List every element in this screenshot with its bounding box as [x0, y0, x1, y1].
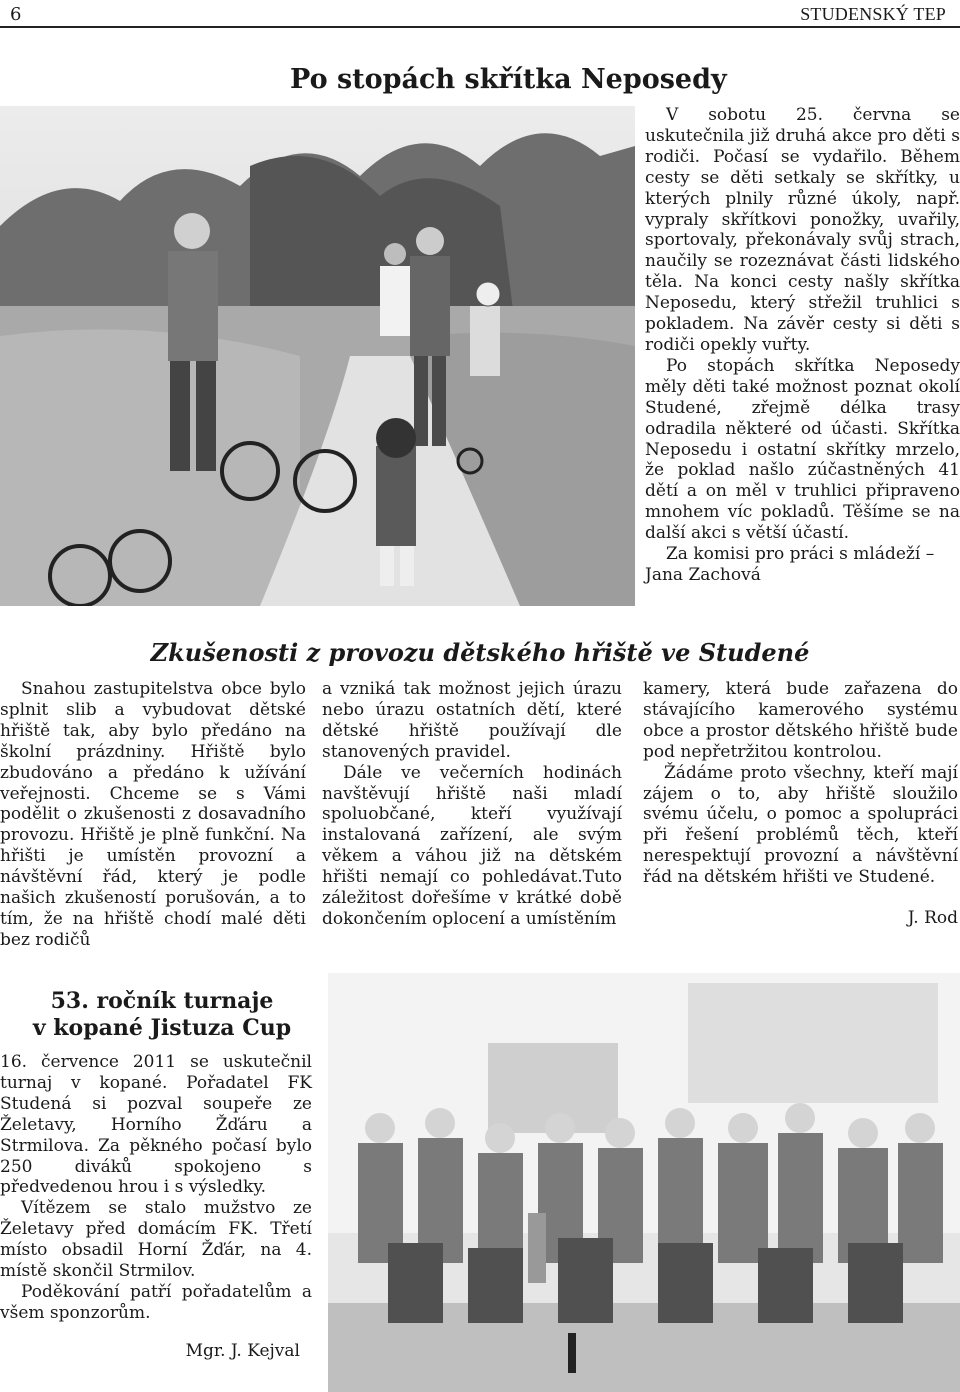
article3-paragraph: 16. července 2011 se uskutečnil turnaj v kopané. Pořadatel FK Studená si pozval soupeře ze Želetavy, Horního Žďáru a Strmilova. Za pěkného počasí bylo 250 diváků spokojeno s předvedenou hrou i s výsledky.: [0, 1052, 312, 1198]
article1-paragraph: Po stopách skřítka Neposedy měly děti také možnost poznat okolí Studené, zřejmě délka trasy odradila některé od účasti. Skřítka Neposedu i ostatní skřítky mrzelo, že poklad našlo zúčastněných 41 dětí a on měl v truhlici připraveno mnohem víc pokladů. Těšíme se na další akci s větší účastí.: [645, 355, 960, 544]
article1-signature-line2: Jana Zachová: [645, 564, 761, 585]
header-rule: [0, 26, 960, 28]
page-number: 6: [10, 4, 22, 25]
article1-paragraph: V sobotu 25. června se uskutečnila již druhá akce pro děti s rodiči. Počasí se vydařilo. Během cesty se děti setkaly se skřítky, u kterých plnily různé úkoly, např. vypraly skřítkovi ponožky, uvařily, sportovaly, překonávaly svůj strach, naučily se rozeznávat části lidského těla. Na konci cesty našly skřítka Neposedu, který střežil truhlici s pokladem. Na závěr cesty si děti s rodiči opekly vuřty.: [645, 105, 960, 355]
article3-signature: Mgr. J. Kejval: [185, 1340, 300, 1361]
magazine-name: STUDENSKÝ TEP: [800, 4, 946, 24]
article3-title-line1: 53. ročník turnaje: [50, 988, 274, 1014]
football-team-group-photo: [328, 973, 960, 1392]
article3-paragraph: Vítězem se stalo mužstvo ze Želetavy před domácím FK. Třetí místo obsadil Horní Žďár, na 4. místě skončil Strmilov.: [0, 1198, 312, 1282]
article2-column-3: [643, 679, 958, 929]
article1-text: [645, 105, 960, 586]
article2-column-1: [0, 679, 306, 951]
article2-column-2: [322, 679, 622, 930]
article3-text: [0, 1052, 312, 1362]
article2-paragraph: kamery, která bude zařazena do stávajícího kamerového systému obce a prostor dětského hřiště bude pod nepřetržitou kontrolou.: [643, 679, 958, 762]
article2-paragraph: Žádáme proto všechny, kteří mají zájem o to, aby hřiště sloužilo svému účelu, o pomoc a spolupráci při řešení problémů těch, kteří nerespektují provozní a návštěvní řád na dětském hřišti ve Studené.: [643, 762, 958, 888]
article2-title: Zkušenosti z provozu dětského hřiště ve Studené: [150, 638, 810, 667]
article1-title: Po stopách skřítka Neposedy: [290, 64, 727, 95]
children-on-forest-path-photo: [0, 106, 635, 606]
article3-paragraph: Poděkování patří pořadatelům a všem sponzorům.: [0, 1281, 312, 1323]
article2-paragraph: Snahou zastupitelstva obce bylo splnit slib a vybudovat dětské hřiště tak, aby bylo předáno na školní prázdniny. Hřiště bylo zbudováno a předáno k užívání veřejnosti. Chceme se s Vámi podělit o zkušenosti z dosavadního provozu. Hřiště je plně funkční. Na hřišti je umístěn provozní a návštěvní řád, který je podle našich zkušeností porušován, a to tím, že na hřiště chodí malé děti bez rodičů: [0, 679, 306, 950]
article3-title-line2: v kopané Jistuza Cup: [32, 1015, 292, 1041]
article2-paragraph: Dále ve večerních hodinách navštěvují hřiště naši mladí spoluobčané, kteří využívají instalovaná zařízení, ale svým věkem a váhou již na dětském hřišti nemají co pohledávat.Tuto záležitost dořešíme v krátké době dokončením oplocení a umístěním: [322, 762, 622, 929]
article2-paragraph: a vzniká tak možnost jejich úrazu nebo úrazu ostatních dětí, které dětské hřiště používají dle stanovených pravidel.: [322, 679, 622, 762]
article2-signature: J. Rod: [907, 908, 958, 929]
article3-title: [32, 988, 292, 1042]
article1-signature-line1: Za komisi pro práci s mládeží –: [666, 544, 935, 565]
page-header: [10, 4, 946, 28]
